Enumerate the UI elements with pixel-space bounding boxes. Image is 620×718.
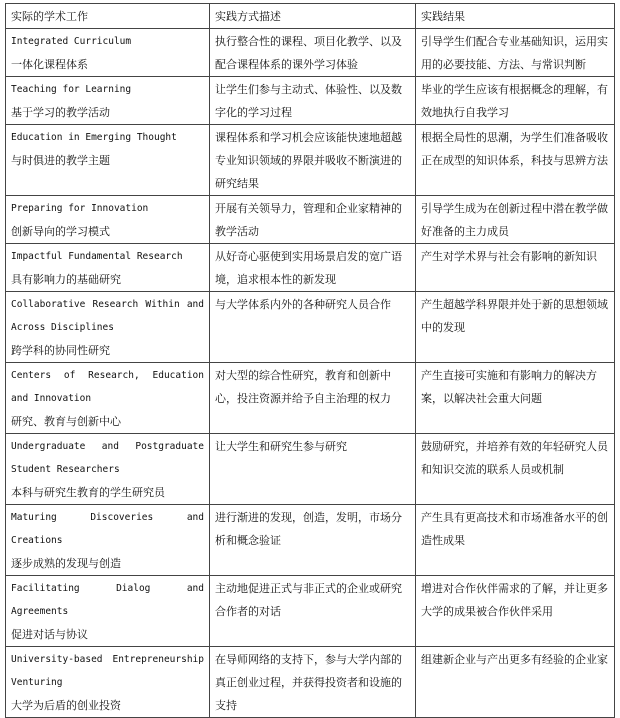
cell-practice-result: 引导学生们配合专业基础知识，运用实用的必要技能、方法、与常识判断: [416, 29, 615, 77]
cell-academic-work: [6, 196, 210, 244]
table-body: [6, 29, 615, 718]
work-english-name: Undergraduate and Postgraduate Student Researchers: [11, 441, 204, 475]
table-row: [6, 244, 615, 292]
table-row: [6, 363, 615, 434]
cell-practice-method: 执行整合性的课程、项目化教学、以及配合课程体系的课外学习体验: [210, 29, 416, 77]
cell-practice-method: 让学生们参与主动式、体验性、以及数字化的学习过程: [210, 77, 416, 125]
cell-academic-work: [6, 125, 210, 196]
cell-practice-result: 引导学生成为在创新过程中潜在教学做好准备的主力成员: [416, 196, 615, 244]
work-chinese-name: 大学为后盾的创业投资: [11, 699, 121, 712]
header-academic-work: 实际的学术工作: [6, 4, 210, 29]
table-row: [6, 576, 615, 647]
cell-practice-method: 从好奇心驱使到实用场景启发的宽广语境，追求根本性的新发现: [210, 244, 416, 292]
table-row: [6, 29, 615, 77]
work-chinese-name: 一体化课程体系: [11, 58, 88, 71]
work-chinese-name: 具有影响力的基础研究: [11, 273, 121, 286]
work-english-name: Maturing Discoveries and Creations: [11, 512, 204, 546]
work-english-name: Preparing for Innovation: [11, 203, 149, 214]
work-chinese-name: 创新导向的学习模式: [11, 225, 110, 238]
cell-academic-work: [6, 29, 210, 77]
document-page: [5, 3, 614, 718]
cell-practice-result: 产生超越学科界限并处于新的思想领域中的发现: [416, 292, 615, 363]
table-header-row: [6, 4, 615, 29]
work-chinese-name: 跨学科的协同性研究: [11, 344, 110, 357]
cell-practice-method: 让大学生和研究生参与研究: [210, 434, 416, 505]
table-row: [6, 292, 615, 363]
work-chinese-name: 基于学习的教学活动: [11, 106, 110, 119]
cell-practice-result: 组建新企业与产出更多有经验的企业家: [416, 647, 615, 718]
work-chinese-name: 研究、教育与创新中心: [11, 415, 121, 428]
table-row: [6, 125, 615, 196]
cell-practice-method: 开展有关领导力，管理和企业家精神的教学活动: [210, 196, 416, 244]
table-row: [6, 505, 615, 576]
cell-academic-work: [6, 77, 210, 125]
cell-practice-method: 与大学体系内外的各种研究人员合作: [210, 292, 416, 363]
cell-academic-work: [6, 292, 210, 363]
cell-academic-work: [6, 363, 210, 434]
work-chinese-name: 与时俱进的教学主题: [11, 154, 110, 167]
cell-practice-result: 根据全局性的思潮，为学生们准备吸收正在成型的知识体系，科技与思辨方法: [416, 125, 615, 196]
cell-practice-method: 对大型的综合性研究，教育和创新中心，投注资源并给予自主治理的权力: [210, 363, 416, 434]
cell-academic-work: [6, 505, 210, 576]
work-english-name: Education in Emerging Thought: [11, 132, 177, 143]
header-practice-result: 实践结果: [416, 4, 615, 29]
work-english-name: Facilitating Dialog and Agreements: [11, 583, 204, 617]
cell-practice-result: 产生对学术界与社会有影响的新知识: [416, 244, 615, 292]
cell-practice-method: 进行渐进的发现，创造，发明，市场分析和概念验证: [210, 505, 416, 576]
work-chinese-name: 促进对话与协议: [11, 628, 88, 641]
cell-academic-work: [6, 244, 210, 292]
cell-practice-result: 毕业的学生应该有根据概念的理解，有效地执行自我学习: [416, 77, 615, 125]
work-chinese-name: 本科与研究生教育的学生研究员: [11, 486, 165, 499]
cell-practice-result: 增进对合作伙伴需求的了解，并让更多大学的成果被合作伙伴采用: [416, 576, 615, 647]
table-row: [6, 196, 615, 244]
work-english-name: University-based Entrepreneurship Venturing: [11, 654, 204, 688]
academic-practice-table: [5, 3, 615, 718]
cell-practice-method: 课程体系和学习机会应该能快速地超越专业知识领域的界限并吸收不断演进的研究结果: [210, 125, 416, 196]
work-english-name: Centers of Research, Education and Innovation: [11, 370, 204, 404]
table-row: [6, 434, 615, 505]
work-english-name: Impactful Fundamental Research: [11, 251, 183, 262]
work-english-name: Integrated Curriculum: [11, 36, 132, 47]
cell-practice-result: 鼓励研究，并培养有效的年轻研究人员和知识交流的联系人员或机制: [416, 434, 615, 505]
work-english-name: Collaborative Research Within and Across Disciplines: [11, 299, 204, 333]
cell-academic-work: [6, 576, 210, 647]
work-english-name: Teaching for Learning: [11, 84, 132, 95]
cell-practice-result: 产生具有更高技术和市场准备水平的创造性成果: [416, 505, 615, 576]
cell-practice-method: 在导师网络的支持下，参与大学内部的真正创业过程，并获得投资者和设施的支持: [210, 647, 416, 718]
table-row: [6, 77, 615, 125]
cell-academic-work: [6, 434, 210, 505]
cell-practice-method: 主动地促进正式与非正式的企业或研究合作者的对话: [210, 576, 416, 647]
cell-practice-result: 产生直接可实施和有影响力的解决方案，以解决社会重大问题: [416, 363, 615, 434]
header-practice-method: 实践方式描述: [210, 4, 416, 29]
work-chinese-name: 逐步成熟的发现与创造: [11, 557, 121, 570]
